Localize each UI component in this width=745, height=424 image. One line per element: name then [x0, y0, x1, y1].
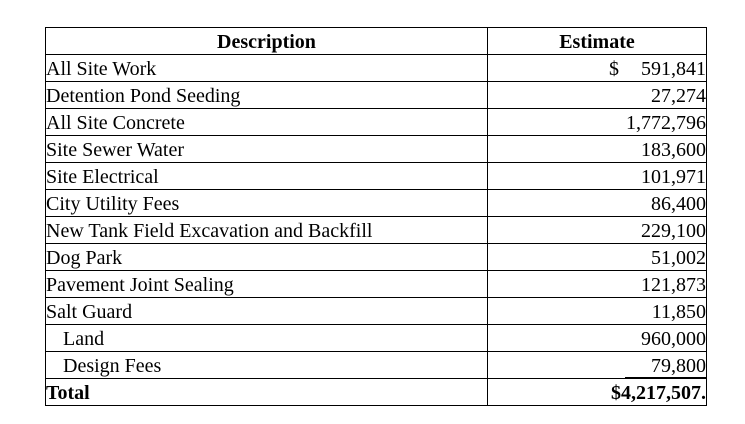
row-estimate: 79,800: [625, 356, 706, 378]
row-estimate-cell: [488, 352, 707, 379]
row-description: Pavement Joint Sealing: [46, 271, 488, 298]
row-estimate: 121,873: [488, 271, 707, 298]
table-row: [46, 163, 707, 190]
row-description: City Utility Fees: [46, 190, 488, 217]
row-description: All Site Concrete: [46, 109, 488, 136]
cost-estimate-table: [45, 27, 707, 406]
total-estimate: $4,217,507.: [488, 379, 707, 406]
header-estimate: Estimate: [488, 28, 707, 55]
row-estimate: 51,002: [488, 244, 707, 271]
row-estimate: 183,600: [488, 136, 707, 163]
row-estimate: 86,400: [488, 190, 707, 217]
row-estimate: 229,100: [488, 217, 707, 244]
table-row: [46, 244, 707, 271]
row-description: New Tank Field Excavation and Backfill: [46, 217, 488, 244]
row-description: Site Sewer Water: [46, 136, 488, 163]
row-estimate-cell: [488, 55, 707, 82]
header-description: Description: [46, 28, 488, 55]
row-description: Land: [46, 325, 488, 352]
row-estimate: 591,841: [641, 58, 706, 80]
row-description: Detention Pond Seeding: [46, 82, 488, 109]
table-row: [46, 136, 707, 163]
row-description: Site Electrical: [46, 163, 488, 190]
row-estimate: 1,772,796: [488, 109, 707, 136]
row-description: Dog Park: [46, 244, 488, 271]
currency-symbol: $: [609, 58, 619, 80]
total-label: Total: [46, 379, 488, 406]
row-estimate: 11,850: [488, 298, 707, 325]
table-row: [46, 82, 707, 109]
table-header-row: [46, 28, 707, 55]
table-row: [46, 271, 707, 298]
table-row: [46, 109, 707, 136]
row-estimate: 960,000: [488, 325, 707, 352]
table-row: [46, 217, 707, 244]
table-row: [46, 352, 707, 379]
row-description: Design Fees: [46, 352, 488, 379]
table-row: [46, 298, 707, 325]
row-estimate: 101,971: [488, 163, 707, 190]
table-row: [46, 55, 707, 82]
row-description: All Site Work: [46, 55, 488, 82]
row-estimate: 27,274: [488, 82, 707, 109]
table-row: [46, 190, 707, 217]
total-row: [46, 379, 707, 406]
table-row: [46, 325, 707, 352]
row-description: Salt Guard: [46, 298, 488, 325]
